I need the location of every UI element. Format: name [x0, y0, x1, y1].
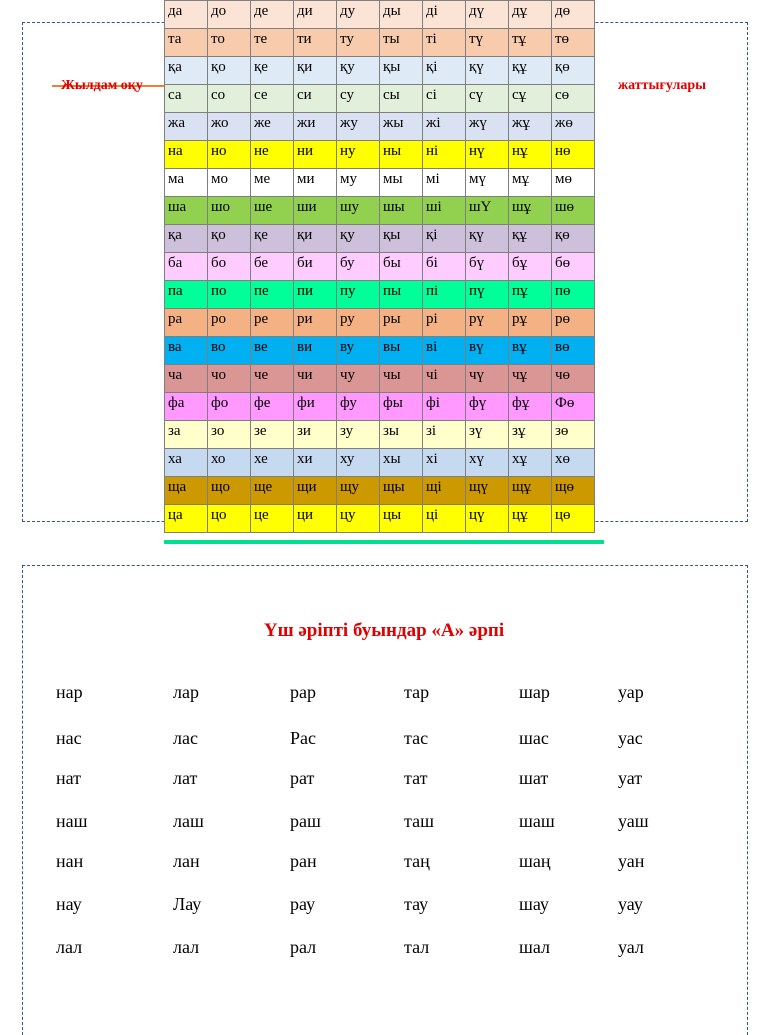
- grid-row: [165, 421, 595, 449]
- syllable-word: рат: [290, 768, 315, 788]
- syllable-cell: си: [294, 85, 337, 113]
- syllable-word: уас: [618, 728, 643, 748]
- syllable-cell: ми: [294, 169, 337, 197]
- syllable-cell: ро: [208, 309, 251, 337]
- syllable-cell: дү: [466, 1, 509, 29]
- syllable-cell: му: [337, 169, 380, 197]
- grid-row: [165, 57, 595, 85]
- syllable-cell: сы: [380, 85, 423, 113]
- syllable-cell: мұ: [509, 169, 552, 197]
- syllable-word: шаш: [519, 811, 555, 831]
- syllable-cell: вұ: [509, 337, 552, 365]
- grid-row: [165, 449, 595, 477]
- grid-row: [165, 1, 595, 29]
- syllable-cell: жі: [423, 113, 466, 141]
- syllable-cell: пу: [337, 281, 380, 309]
- syllable-cell: нұ: [509, 141, 552, 169]
- grid-row: [165, 141, 595, 169]
- syllable-cell: то: [208, 29, 251, 57]
- syllable-cell: қү: [466, 57, 509, 85]
- syllable-cell: ты: [380, 29, 423, 57]
- syllable-cell: бұ: [509, 253, 552, 281]
- syllable-cell: зе: [251, 421, 294, 449]
- syllable-cell: ча: [165, 365, 208, 393]
- syllable-cell: фи: [294, 393, 337, 421]
- syllable-cell: зо: [208, 421, 251, 449]
- syllable-cell: ды: [380, 1, 423, 29]
- grid-row: [165, 169, 595, 197]
- syllable-cell: қі: [423, 57, 466, 85]
- syllable-cell: шо: [208, 197, 251, 225]
- syllable-cell: жө: [552, 113, 595, 141]
- syllable-cell: ві: [423, 337, 466, 365]
- syllable-cell: қу: [337, 225, 380, 253]
- syllable-cell: ма: [165, 169, 208, 197]
- syllable-cell: қы: [380, 57, 423, 85]
- syllable-cell: құ: [509, 57, 552, 85]
- syllable-cell: щі: [423, 477, 466, 505]
- left-title-label: Жылдам оқу: [61, 78, 143, 93]
- syllable-cell: шө: [552, 197, 595, 225]
- grid-row: [165, 477, 595, 505]
- syllable-cell: чи: [294, 365, 337, 393]
- syllable-word: уау: [618, 894, 643, 914]
- syllable-cell: ні: [423, 141, 466, 169]
- syllable-cell: но: [208, 141, 251, 169]
- syllable-cell: пө: [552, 281, 595, 309]
- syllable-word: лар: [173, 682, 199, 702]
- syllable-cell: ці: [423, 505, 466, 533]
- syllable-cell: чу: [337, 365, 380, 393]
- syllable-cell: рі: [423, 309, 466, 337]
- syllable-cell: вы: [380, 337, 423, 365]
- syllable-cell: қо: [208, 57, 251, 85]
- syllable-cell: во: [208, 337, 251, 365]
- syllable-cell: тұ: [509, 29, 552, 57]
- syllable-cell: не: [251, 141, 294, 169]
- syllable-cell: фү: [466, 393, 509, 421]
- syllable-cell: бе: [251, 253, 294, 281]
- syllable-cell: бі: [423, 253, 466, 281]
- syllable-cell: да: [165, 1, 208, 29]
- syllable-word: тат: [404, 768, 428, 788]
- syllable-word: шаң: [519, 851, 551, 871]
- syllable-cell: зі: [423, 421, 466, 449]
- grid-next-row-edge: [164, 540, 604, 544]
- syllable-cell: қү: [466, 225, 509, 253]
- syllable-cell: рө: [552, 309, 595, 337]
- syllable-cell: ши: [294, 197, 337, 225]
- syllable-cell: те: [251, 29, 294, 57]
- syllable-word: рал: [290, 937, 317, 957]
- syllable-cell: зу: [337, 421, 380, 449]
- syllable-word: лал: [56, 937, 83, 957]
- syllable-cell: хо: [208, 449, 251, 477]
- syllable-cell: жу: [337, 113, 380, 141]
- syllable-cell: ще: [251, 477, 294, 505]
- syllable-cell: қе: [251, 57, 294, 85]
- syllable-word: рау: [290, 894, 316, 914]
- syllable-cell: чі: [423, 365, 466, 393]
- syllable-cell: зұ: [509, 421, 552, 449]
- syllable-cell: нү: [466, 141, 509, 169]
- syllable-cell: дө: [552, 1, 595, 29]
- syllable-cell: ху: [337, 449, 380, 477]
- syllable-cell: бо: [208, 253, 251, 281]
- syllable-word: шар: [519, 682, 550, 702]
- syllable-cell: фұ: [509, 393, 552, 421]
- syllable-cell: сұ: [509, 85, 552, 113]
- syllable-cell: фі: [423, 393, 466, 421]
- syllable-word: шат: [519, 768, 549, 788]
- syllable-cell: ве: [251, 337, 294, 365]
- syllable-cell: ва: [165, 337, 208, 365]
- syllable-cell: же: [251, 113, 294, 141]
- syllable-cell: құ: [509, 225, 552, 253]
- syllable-cell: щұ: [509, 477, 552, 505]
- syllable-cell: ны: [380, 141, 423, 169]
- syllable-cell: бө: [552, 253, 595, 281]
- syllable-cell: жұ: [509, 113, 552, 141]
- syllable-cell: фу: [337, 393, 380, 421]
- syllable-cell: рұ: [509, 309, 552, 337]
- syllable-cell: ре: [251, 309, 294, 337]
- syllable-cell: чү: [466, 365, 509, 393]
- syllable-word: лаш: [173, 811, 204, 831]
- syllable-cell: пү: [466, 281, 509, 309]
- syllable-cell: хи: [294, 449, 337, 477]
- syllable-cell: за: [165, 421, 208, 449]
- syllable-word: нар: [56, 682, 83, 702]
- syllable-cell: дұ: [509, 1, 552, 29]
- syllable-cell: вө: [552, 337, 595, 365]
- syllable-cell: ву: [337, 337, 380, 365]
- syllable-cell: цу: [337, 505, 380, 533]
- syllable-cell: шу: [337, 197, 380, 225]
- syllable-word: шас: [519, 728, 549, 748]
- syllable-cell: қө: [552, 225, 595, 253]
- syllable-cell: Фө: [552, 393, 595, 421]
- syllable-cell: пе: [251, 281, 294, 309]
- syllable-cell: цы: [380, 505, 423, 533]
- syllable-cell: тү: [466, 29, 509, 57]
- syllable-cell: ха: [165, 449, 208, 477]
- syllable-cell: қу: [337, 57, 380, 85]
- syllable-word: рар: [290, 682, 316, 702]
- syllable-word: лал: [173, 937, 200, 957]
- syllable-cell: ші: [423, 197, 466, 225]
- syllable-cell: мо: [208, 169, 251, 197]
- syllable-cell: щу: [337, 477, 380, 505]
- syllable-cell: ше: [251, 197, 294, 225]
- syllable-cell: цо: [208, 505, 251, 533]
- syllable-cell: це: [251, 505, 294, 533]
- syllable-cell: ра: [165, 309, 208, 337]
- syllable-cell: қи: [294, 57, 337, 85]
- syllable-word: нат: [56, 768, 82, 788]
- syllable-cell: щө: [552, 477, 595, 505]
- grid-row: [165, 113, 595, 141]
- syllable-cell: щү: [466, 477, 509, 505]
- syllable-cell: зү: [466, 421, 509, 449]
- syllable-cell: че: [251, 365, 294, 393]
- section-title: Үш әріпті буындар «А» әрпі: [263, 620, 505, 641]
- syllable-cell: ры: [380, 309, 423, 337]
- syllable-cell: на: [165, 141, 208, 169]
- syllable-word: шал: [519, 937, 550, 957]
- syllable-cell: би: [294, 253, 337, 281]
- syllable-word: нас: [56, 728, 82, 748]
- syllable-cell: қө: [552, 57, 595, 85]
- syllable-cell: хе: [251, 449, 294, 477]
- syllable-cell: хү: [466, 449, 509, 477]
- syllable-cell: бу: [337, 253, 380, 281]
- syllable-cell: қі: [423, 225, 466, 253]
- syllable-cell: до: [208, 1, 251, 29]
- syllable-word: таң: [404, 851, 430, 871]
- syllable-cell: ду: [337, 1, 380, 29]
- syllable-cell: мі: [423, 169, 466, 197]
- syllable-cell: цү: [466, 505, 509, 533]
- syllable-cell: та: [165, 29, 208, 57]
- syllable-cell: де: [251, 1, 294, 29]
- syllable-cell: қа: [165, 225, 208, 253]
- syllable-cell: ти: [294, 29, 337, 57]
- syllable-cell: вү: [466, 337, 509, 365]
- syllable-cell: ба: [165, 253, 208, 281]
- syllable-cell: фы: [380, 393, 423, 421]
- syllable-word: Рас: [290, 728, 316, 748]
- syllable-cell: хы: [380, 449, 423, 477]
- syllable-cell: қи: [294, 225, 337, 253]
- syllable-cell: хө: [552, 449, 595, 477]
- grid-row: [165, 225, 595, 253]
- syllable-grid: [164, 0, 595, 533]
- grid-row: [165, 29, 595, 57]
- syllable-cell: чо: [208, 365, 251, 393]
- grid-row: [165, 337, 595, 365]
- syllable-word: тар: [404, 682, 430, 702]
- syllable-cell: мү: [466, 169, 509, 197]
- syllable-word: лан: [173, 851, 200, 871]
- syllable-word: таш: [404, 811, 434, 831]
- grid-row: [165, 85, 595, 113]
- syllable-cell: зы: [380, 421, 423, 449]
- syllable-cell: зө: [552, 421, 595, 449]
- syllable-cell: ща: [165, 477, 208, 505]
- syllable-word: нау: [56, 894, 82, 914]
- syllable-cell: па: [165, 281, 208, 309]
- syllable-cell: чы: [380, 365, 423, 393]
- syllable-cell: ті: [423, 29, 466, 57]
- syllable-cell: ру: [337, 309, 380, 337]
- syllable-cell: фо: [208, 393, 251, 421]
- syllable-cell: чө: [552, 365, 595, 393]
- grid-row: [165, 281, 595, 309]
- syllable-cell: цұ: [509, 505, 552, 533]
- syllable-cell: ви: [294, 337, 337, 365]
- syllable-cell: мө: [552, 169, 595, 197]
- syllable-cell: ни: [294, 141, 337, 169]
- syllable-cell: тө: [552, 29, 595, 57]
- syllable-cell: шҮ: [466, 197, 509, 225]
- syllable-word: уан: [618, 851, 645, 871]
- syllable-cell: шы: [380, 197, 423, 225]
- syllable-cell: бы: [380, 253, 423, 281]
- syllable-cell: бү: [466, 253, 509, 281]
- syllable-cell: фе: [251, 393, 294, 421]
- syllable-cell: щы: [380, 477, 423, 505]
- syllable-cell: шұ: [509, 197, 552, 225]
- syllable-cell: щи: [294, 477, 337, 505]
- syllable-word: уат: [618, 768, 643, 788]
- syllable-cell: пі: [423, 281, 466, 309]
- syllable-word: раш: [290, 811, 321, 831]
- syllable-cell: сі: [423, 85, 466, 113]
- grid-row: [165, 505, 595, 533]
- syllable-cell: са: [165, 85, 208, 113]
- syllable-cell: рү: [466, 309, 509, 337]
- syllable-word: тас: [404, 728, 429, 748]
- syllable-cell: хі: [423, 449, 466, 477]
- syllable-cell: қо: [208, 225, 251, 253]
- syllable-word: тал: [404, 937, 430, 957]
- syllable-cell: мы: [380, 169, 423, 197]
- syllable-cell: жү: [466, 113, 509, 141]
- syllable-word: наш: [56, 811, 88, 831]
- syllable-cell: ша: [165, 197, 208, 225]
- syllable-word: уар: [618, 682, 644, 702]
- syllable-word: ран: [290, 851, 317, 871]
- syllable-cell: ді: [423, 1, 466, 29]
- syllable-cell: цө: [552, 505, 595, 533]
- syllable-cell: по: [208, 281, 251, 309]
- syllable-cell: нө: [552, 141, 595, 169]
- syllable-word: уаш: [618, 811, 649, 831]
- syllable-cell: ри: [294, 309, 337, 337]
- syllable-cell: ту: [337, 29, 380, 57]
- syllable-cell: сө: [552, 85, 595, 113]
- syllable-word: тау: [404, 894, 429, 914]
- grid-row: [165, 253, 595, 281]
- syllable-cell: чұ: [509, 365, 552, 393]
- grid-row: [165, 393, 595, 421]
- syllable-cell: ца: [165, 505, 208, 533]
- syllable-cell: қа: [165, 57, 208, 85]
- syllable-cell: жа: [165, 113, 208, 141]
- syllable-word: шау: [519, 894, 549, 914]
- syllable-cell: що: [208, 477, 251, 505]
- grid-row: [165, 365, 595, 393]
- syllable-cell: хұ: [509, 449, 552, 477]
- syllable-cell: жи: [294, 113, 337, 141]
- syllable-cell: қе: [251, 225, 294, 253]
- syllable-cell: пи: [294, 281, 337, 309]
- grid-row: [165, 197, 595, 225]
- right-title-label: жаттығулары: [618, 78, 707, 93]
- grid-row: [165, 309, 595, 337]
- syllable-cell: ну: [337, 141, 380, 169]
- syllable-cell: жы: [380, 113, 423, 141]
- syllable-cell: су: [337, 85, 380, 113]
- syllable-word: Лау: [173, 894, 202, 914]
- syllable-cell: ме: [251, 169, 294, 197]
- syllable-cell: пұ: [509, 281, 552, 309]
- syllable-word: уал: [618, 937, 644, 957]
- syllable-word: лат: [173, 768, 198, 788]
- syllable-cell: пы: [380, 281, 423, 309]
- syllable-cell: жо: [208, 113, 251, 141]
- syllable-word: лас: [173, 728, 198, 748]
- syllable-cell: сү: [466, 85, 509, 113]
- syllable-cell: со: [208, 85, 251, 113]
- syllable-cell: қы: [380, 225, 423, 253]
- syllable-cell: ци: [294, 505, 337, 533]
- syllable-cell: фа: [165, 393, 208, 421]
- syllable-cell: зи: [294, 421, 337, 449]
- syllable-cell: се: [251, 85, 294, 113]
- syllable-word: нан: [56, 851, 84, 871]
- syllable-cell: ди: [294, 1, 337, 29]
